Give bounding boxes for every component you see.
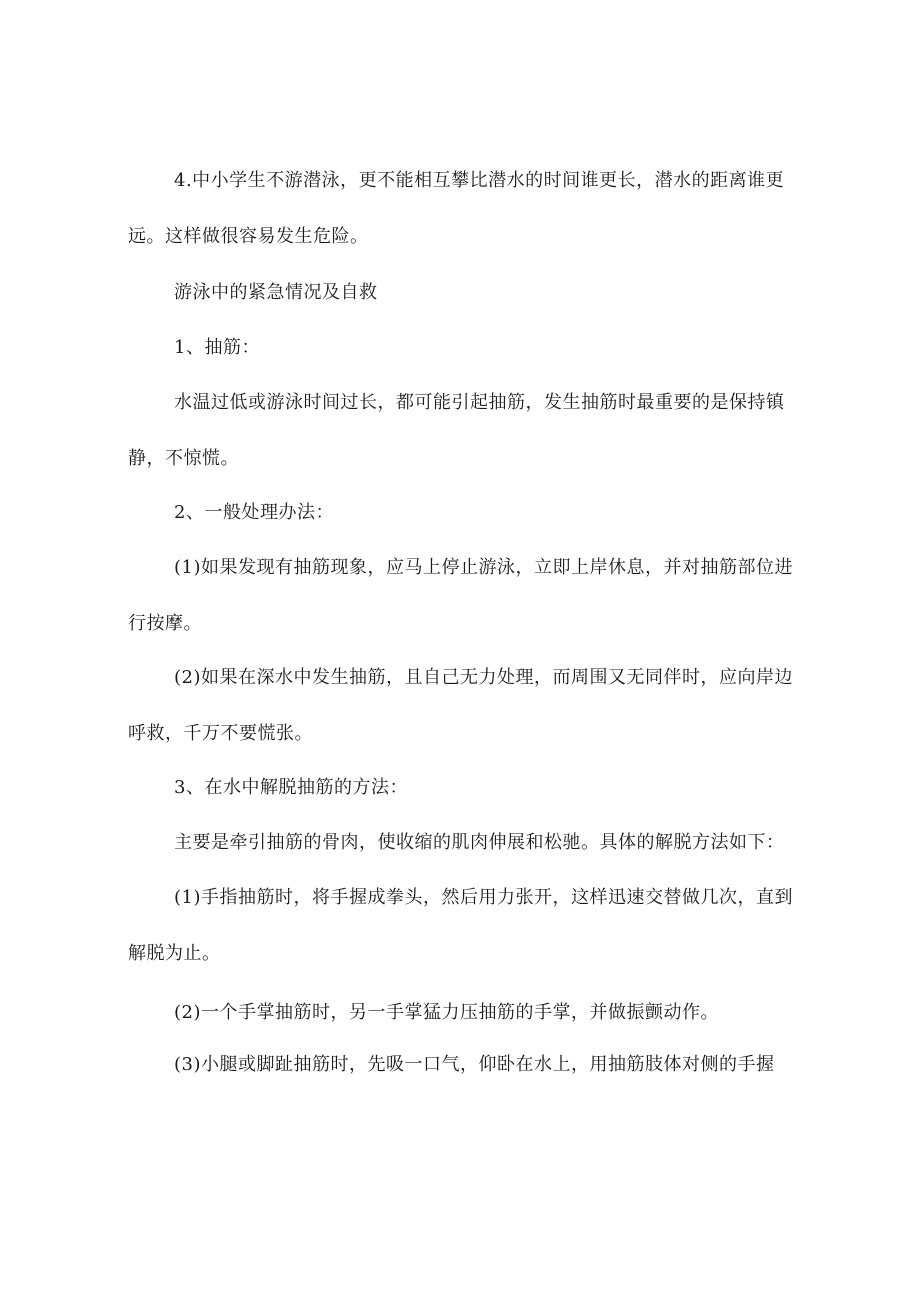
heading-cramp: 1、抽筋： <box>174 337 260 358</box>
paragraph-release-intro: 主要是牵引抽筋的骨肉，使收缩的肌肉伸展和松驰。具体的解脱方法如下： <box>174 832 785 853</box>
paragraph-1: 4.中小学生不游潜泳，更不能相互攀比潜水的时间谁更长，潜水的距离谁更远。这样做很容易发生危险。 <box>128 170 785 247</box>
list-item-release-3: (3)小腿或脚趾抽筋时，先吸一口气，仰卧在水上，用抽筋肢体对侧的手握 <box>174 1054 775 1075</box>
paragraph-cramp-cause: 水温过低或游泳时间过长，都可能引起抽筋，发生抽筋时最重要的是保持镇静，不惊慌。 <box>128 392 785 469</box>
list-item-release-1: (1)手指抽筋时，将手握成拳头，然后用力张开，这样迅速交替做几次，直到解脱为止。 <box>128 887 793 964</box>
list-item-treatment-2: (2)如果在深水中发生抽筋，且自己无力处理，而周围又无同伴时，应向岸边呼救，千万不要慌张。 <box>128 667 793 744</box>
heading-release-method: 3、在水中解脱抽筋的方法： <box>174 777 408 798</box>
heading-general-treatment: 2、一般处理办法： <box>174 502 334 523</box>
list-item-release-2: (2)一个手掌抽筋时，另一手掌猛力压抽筋的手掌，并做振颤动作。 <box>174 1002 719 1023</box>
section-heading-emergency: 游泳中的紧急情况及自救 <box>174 282 378 303</box>
list-item-treatment-1: (1)如果发现有抽筋现象，应马上停止游泳，立即上岸休息，并对抽筋部位进行按摩。 <box>128 557 793 634</box>
